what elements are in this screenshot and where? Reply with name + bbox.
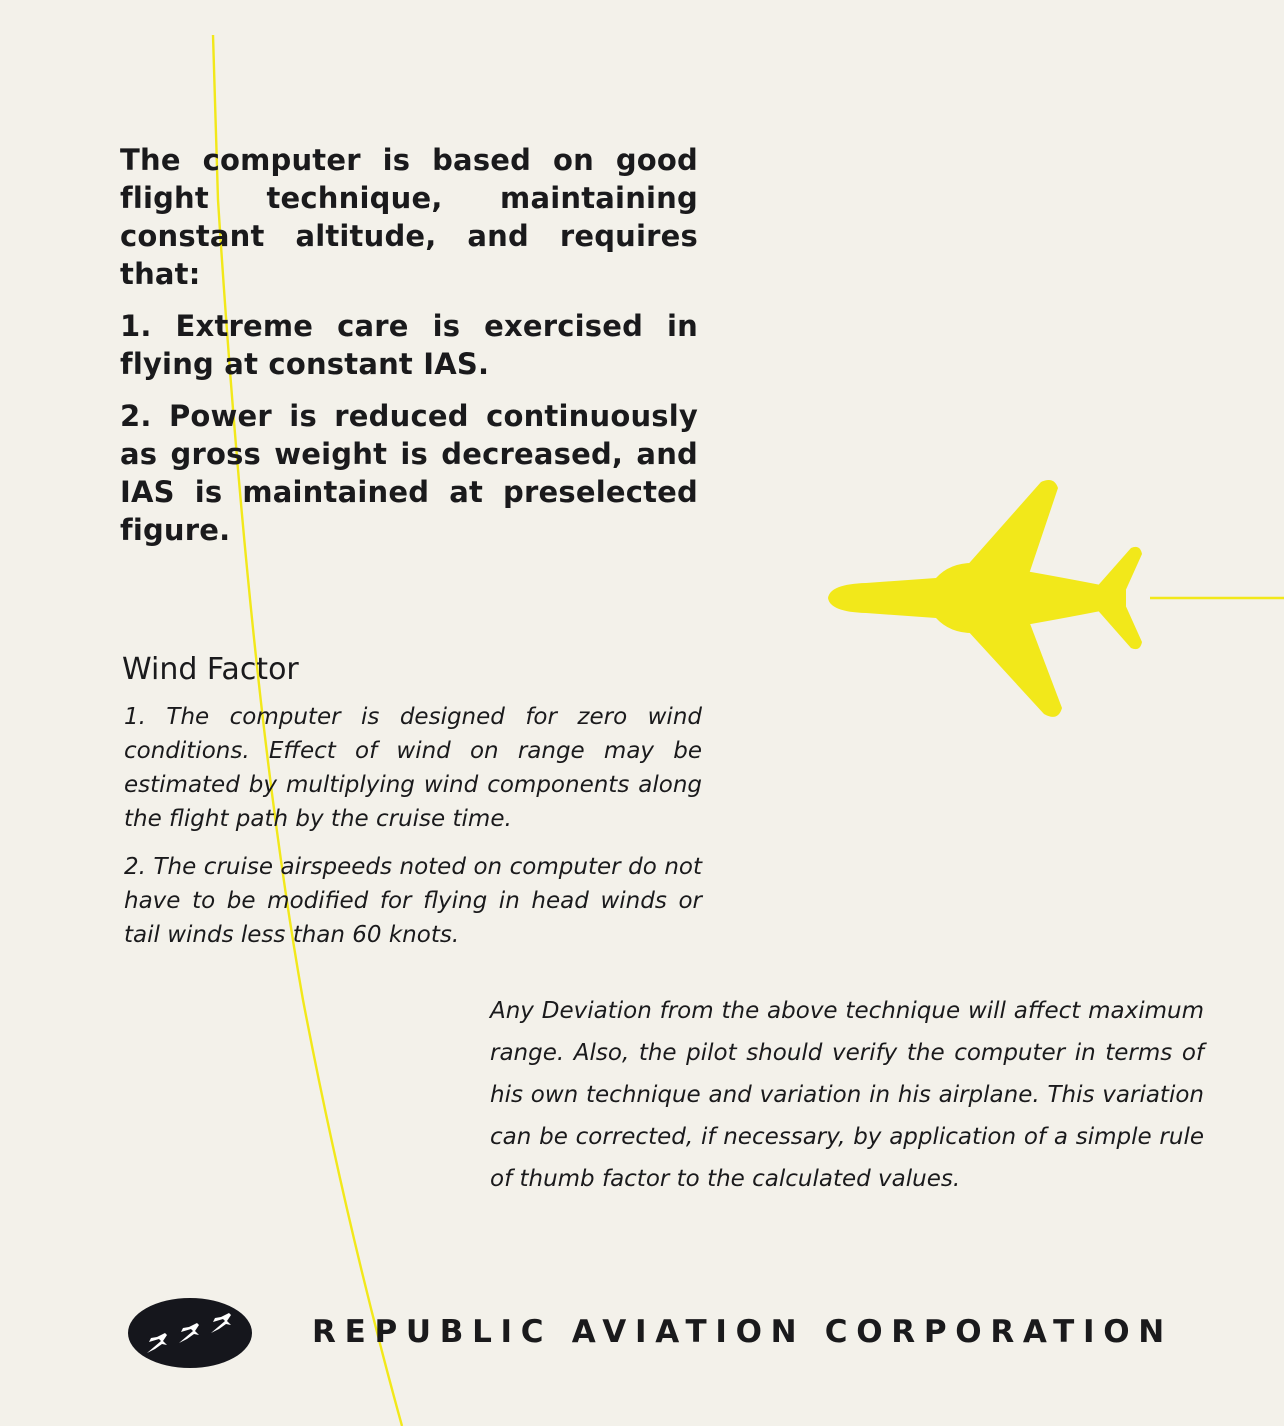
wind-factor-item-1: 1. The computer is designed for zero wind conditions. Effect of wind on range may be estimated by multiplying wind components along the flight path by the cruise time. [124, 704, 702, 832]
intro-section [120, 141, 698, 563]
wind-factor-item-2: 2. The cruise airspeeds noted on computer do not have to be modified for flying in head winds or tail winds less than 60 knots. [124, 854, 702, 948]
three-airplanes-oval-logo-icon [127, 1297, 253, 1369]
intro-lead: The computer is based on good flight technique, maintaining constant altitude, and requires that: [120, 143, 698, 291]
intro-item-2: 2. Power is reduced continuously as gross weight is decreased, and IAS is maintained at preselected figure. [120, 399, 698, 547]
intro-item-1: 1. Extreme care is exercised in flying at constant IAS. [120, 309, 698, 381]
wind-factor-section [124, 700, 702, 966]
deviation-paragraph: Any Deviation from the above technique will affect maximum range. Also, the pilot should verify the computer in terms of his own technique and variation in his airplane. This variation can be corrected, if necessary, by application of a simple rule of thumb factor to the calculated values. [490, 998, 1204, 1192]
jet-airplane-silhouette-icon [826, 478, 1156, 722]
wind-factor-heading: Wind Factor [122, 652, 299, 687]
company-name: REPUBLIC AVIATION CORPORATION [312, 1314, 1173, 1350]
